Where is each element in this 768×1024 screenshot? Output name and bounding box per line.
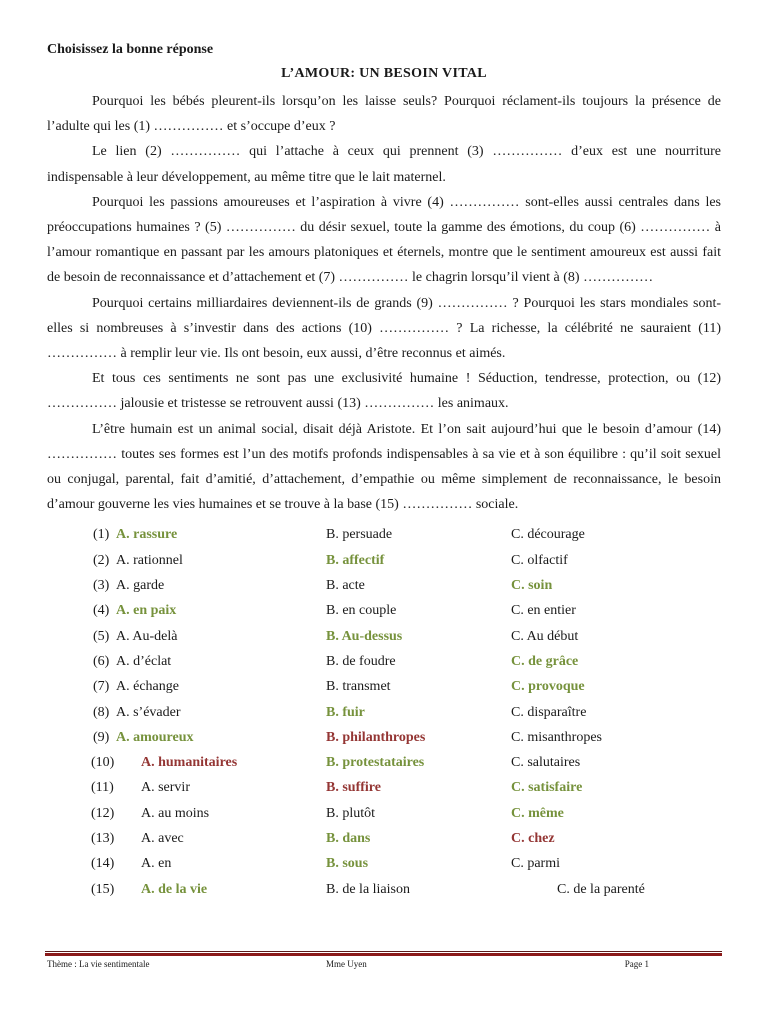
- option-b: B. acte: [326, 578, 365, 594]
- question-number: (12): [91, 805, 115, 821]
- option-c: C. de la parenté: [557, 881, 645, 897]
- option-b: B. plutôt: [326, 805, 376, 821]
- option-row: [47, 801, 721, 826]
- question-number: (13): [91, 831, 115, 847]
- question-number: (15): [91, 881, 115, 897]
- option-a: A. en: [141, 856, 172, 872]
- option-b: B. transmet: [326, 679, 391, 695]
- option-c: C. en entier: [511, 603, 576, 619]
- option-b: B. sous: [326, 856, 369, 872]
- option-a: A. de la vie: [141, 881, 208, 897]
- option-b: B. suffire: [326, 780, 381, 796]
- option-row: [47, 674, 721, 699]
- option-b: B. dans: [326, 831, 371, 847]
- option-c: C. Au début: [511, 628, 579, 644]
- answer-options: [47, 522, 721, 901]
- page-footer: [47, 958, 721, 972]
- option-b: B. affectif: [326, 552, 385, 568]
- option-b: B. persuade: [326, 527, 393, 543]
- option-c: C. provoque: [511, 679, 585, 695]
- option-row: [47, 826, 721, 851]
- option-c: C. misanthropes: [511, 729, 602, 745]
- question-number: (2): [93, 552, 110, 568]
- option-a: A. servir: [141, 780, 190, 796]
- option-a: A. Au-delà: [116, 628, 178, 644]
- option-b: B. fuir: [326, 704, 365, 720]
- question-number: (10): [91, 755, 115, 771]
- instruction-heading: Choisissez la bonne réponse: [47, 42, 214, 57]
- footer-divider-thick: [45, 953, 722, 956]
- option-c: C. décourage: [511, 527, 585, 543]
- paragraph: L’être humain est un animal social, disait déjà Aristote. Et l’on sait aujourd’hui que le besoin d’amour (14) …………… toutes ses formes est l’un des motifs profonds indispensables à sa vie et à son équilibre : qu’il soit sexuel ou conjugal, parental, fait d’amitié, d’attachement, d’empathie ou même simplement de reconnaissance, le besoin d’amour gouverne les vies humaines et se trouve à la base (15) …………… sociale.: [47, 421, 721, 513]
- option-c: C. parmi: [511, 856, 560, 872]
- option-c: C. olfactif: [511, 552, 568, 568]
- option-b: B. en couple: [326, 603, 397, 619]
- paragraph: Pourquoi certains milliardaires deviennent-ils de grands (9) …………… ? Pourquoi les stars mondiales sont-elles si nombreuses à s’investir dans des actions (10) …………… ? La richesse, la célébrité ne sauraient (11) …………… à remplir leur vie. Ils ont besoin, eux aussi, d’être reconnus et aimés.: [47, 295, 721, 362]
- option-a: A. d’éclat: [116, 653, 172, 669]
- option-c: C. salutaires: [511, 755, 581, 771]
- text-title: L’AMOUR: UN BESOIN VITAL: [281, 66, 487, 81]
- question-number: (14): [91, 856, 115, 872]
- option-a: A. échange: [116, 679, 179, 695]
- option-c: C. soin: [511, 578, 553, 594]
- option-c: C. satisfaire: [511, 780, 583, 796]
- option-a: A. avec: [141, 831, 184, 847]
- question-number: (6): [93, 653, 110, 669]
- option-a: A. rationnel: [116, 552, 183, 568]
- option-row: [47, 877, 721, 902]
- option-row: [47, 548, 721, 573]
- question-number: (11): [91, 780, 114, 796]
- option-row: [47, 725, 721, 750]
- question-number: (4): [93, 603, 110, 619]
- option-row: [47, 624, 721, 649]
- paragraph: Pourquoi les passions amoureuses et l’aspiration à vivre (4) …………… sont-elles aussi centrales dans les préoccupations humaines ? (5) …………… du désir sexuel, toute la gamme des émotions, du coup (6) …………… à l’amour romantique en passant par les amours platoniques et éternels, montre que le sentiment amoureux est aussi fait de besoin de reconnaissance et d’attachement et (7) …………… le chagrin lorsqu’il vient à (8) ……………: [47, 194, 721, 286]
- paragraph: Le lien (2) …………… qui l’attache à ceux qui prennent (3) …………… d’eux est une nourriture indispensable à leur développement, au même titre que le lait maternel.: [47, 144, 721, 185]
- question-number: (8): [93, 704, 110, 720]
- option-row: [47, 851, 721, 876]
- footer-theme: Thème : La vie sentimentale: [47, 959, 150, 969]
- footer-page-number: Page 1: [624, 959, 649, 969]
- option-b: B. philanthropes: [326, 729, 426, 745]
- option-row: [47, 522, 721, 547]
- question-number: (7): [93, 679, 110, 695]
- option-row: [47, 750, 721, 775]
- option-a: A. rassure: [116, 527, 178, 543]
- document-page: [47, 40, 721, 902]
- question-number: (3): [93, 578, 110, 594]
- option-b: B. de foudre: [326, 653, 396, 669]
- option-a: A. s’évader: [116, 704, 181, 720]
- option-row: [47, 598, 721, 623]
- option-c: C. chez: [511, 831, 555, 847]
- option-b: B. protestataires: [326, 755, 425, 771]
- footer-divider-thin: [45, 951, 722, 952]
- footer-author: Mme Uyen: [326, 959, 367, 969]
- option-a: A. humanitaires: [141, 755, 238, 771]
- option-row: [47, 700, 721, 725]
- option-c: C. même: [511, 805, 564, 821]
- paragraph: Et tous ces sentiments ne sont pas une exclusivité humaine ! Séduction, tendresse, protection, ou (12) …………… jalousie et tristesse se retrouvent aussi (13) …………… les animaux.: [47, 371, 721, 412]
- passage: [47, 89, 721, 517]
- option-c: C. disparaître: [511, 704, 587, 720]
- question-number: (5): [93, 628, 110, 644]
- option-b: B. Au-dessus: [326, 628, 403, 644]
- question-number: (9): [93, 729, 110, 745]
- option-row: [47, 649, 721, 674]
- option-a: A. en paix: [116, 603, 177, 619]
- option-a: A. au moins: [141, 805, 210, 821]
- question-number: (1): [93, 527, 110, 543]
- option-a: A. garde: [116, 578, 165, 594]
- option-row: [47, 573, 721, 598]
- paragraph: Pourquoi les bébés pleurent-ils lorsqu’on les laisse seuls? Pourquoi réclament-ils toujours la présence de l’adulte qui les (1) …………… et s’occupe d’eux ?: [47, 94, 721, 135]
- option-a: A. amoureux: [116, 729, 194, 745]
- option-b: B. de la liaison: [326, 881, 410, 897]
- option-row: [47, 775, 721, 800]
- option-c: C. de grâce: [511, 653, 579, 669]
